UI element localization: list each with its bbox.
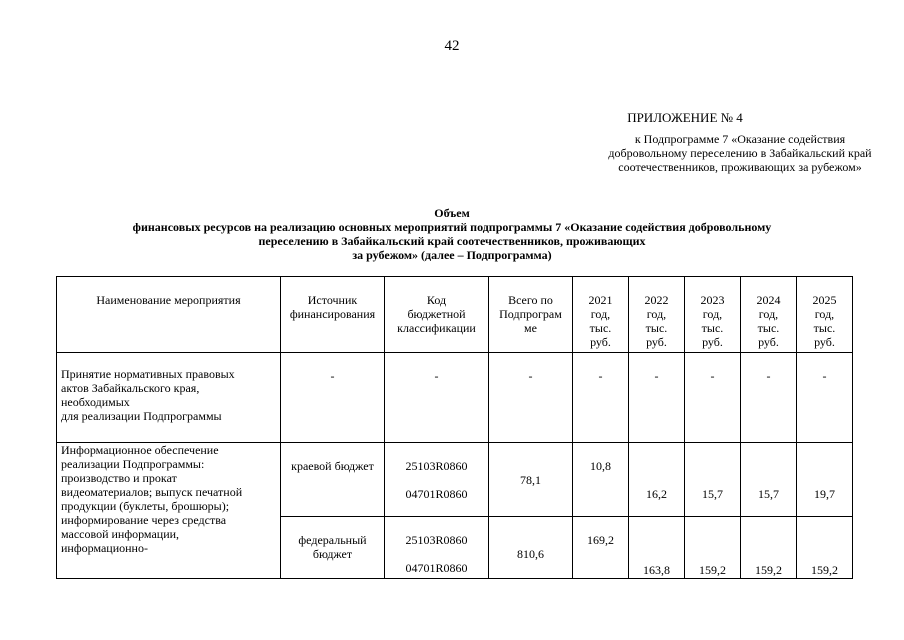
header-2022: 2022 год, тыс. руб. xyxy=(629,277,685,353)
regional-2023: 15,7 xyxy=(685,443,741,517)
row1-2023: - xyxy=(685,353,741,443)
document-title-line: финансовых ресурсов на реализацию основных мероприятий подпрограммы 7 «Оказание содействия добровольному xyxy=(132,220,772,234)
row1-2022: - xyxy=(629,353,685,443)
federal-codes: 25103R0860 04701R0860 xyxy=(385,517,489,579)
table-row xyxy=(57,443,853,517)
regional-2025: 19,7 xyxy=(797,443,853,517)
document-title-line: переселению в Забайкальский край соотечественников, проживающих xyxy=(258,234,646,248)
table-header-row xyxy=(57,277,853,353)
row1-total: - xyxy=(489,353,573,443)
row1-code: - xyxy=(385,353,489,443)
row1-name: Принятие нормативных правовых актов Забайкальского края, необходимых для реализации Подпрограммы xyxy=(57,353,281,443)
appendix-title: ПРИЛОЖЕНИЕ № 4 xyxy=(627,110,743,125)
appendix-subtitle-line: добровольному переселению в Забайкальский край xyxy=(608,146,872,160)
document-title-line: Объем xyxy=(434,206,470,220)
header-2025: 2025 год, тыс. руб. xyxy=(797,277,853,353)
appendix-subtitle xyxy=(590,132,890,174)
regional-source: краевой бюджет xyxy=(281,443,385,517)
row1-2021: - xyxy=(573,353,629,443)
federal-total: 810,6 xyxy=(489,517,573,579)
header-total: Всего по Подпрограм ме xyxy=(489,277,573,353)
regional-2022: 16,2 xyxy=(629,443,685,517)
regional-2021: 10,8 xyxy=(573,443,629,517)
page-number: 42 xyxy=(444,38,460,54)
document-title-line: за рубежом» (далее – Подпрограмма) xyxy=(352,248,552,262)
regional-codes: 25103R0860 04701R0860 xyxy=(385,443,489,517)
row1-2025: - xyxy=(797,353,853,443)
funding-table xyxy=(56,276,853,579)
header-name: Наименование мероприятия xyxy=(57,277,281,353)
header-code: Код бюджетной классификации xyxy=(385,277,489,353)
header-source: Источник финансирования xyxy=(281,277,385,353)
federal-2024: 159,2 xyxy=(741,517,797,579)
federal-2021: 169,2 xyxy=(573,517,629,579)
regional-2024: 15,7 xyxy=(741,443,797,517)
row2-name: Информационное обеспечение реализации Подпрограммы: производство и прокат видеоматериалов; выпуск печатной продукции (буклеты, брошюры); информирование через средства массовой информации, информационно- xyxy=(57,443,281,579)
regional-total: 78,1 xyxy=(489,443,573,517)
federal-2022: 163,8 xyxy=(629,517,685,579)
table-row xyxy=(57,353,853,443)
row1-source: - xyxy=(281,353,385,443)
federal-2023: 159,2 xyxy=(685,517,741,579)
header-2023: 2023 год, тыс. руб. xyxy=(685,277,741,353)
appendix-subtitle-line: соотечественников, проживающих за рубежом» xyxy=(618,160,862,174)
appendix-subtitle-line: к Подпрограмме 7 «Оказание содействия xyxy=(634,132,846,146)
federal-source: федеральный бюджет xyxy=(281,517,385,579)
federal-2025: 159,2 xyxy=(797,517,853,579)
document-title xyxy=(100,206,804,262)
row1-2024: - xyxy=(741,353,797,443)
header-2024: 2024 год, тыс. руб. xyxy=(741,277,797,353)
header-2021: 2021 год, тыс. руб. xyxy=(573,277,629,353)
